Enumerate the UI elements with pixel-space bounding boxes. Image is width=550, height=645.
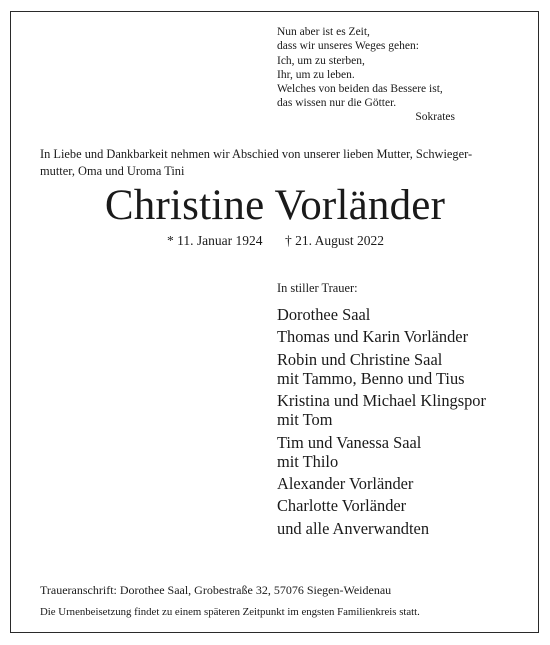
intro-text bbox=[40, 146, 520, 180]
mourner-name: Alexander Vorländer bbox=[277, 474, 414, 494]
mourner-addition: mit Tammo, Benno und Tius bbox=[277, 368, 465, 388]
poem-line: Nun aber ist es Zeit, bbox=[277, 26, 370, 38]
mourner-entry bbox=[277, 519, 537, 538]
poem bbox=[277, 25, 457, 111]
mourner-name: und alle Anverwandten bbox=[277, 518, 430, 538]
mourner-entry bbox=[277, 433, 537, 471]
poem-line: das wissen nur die Götter. bbox=[277, 97, 397, 110]
mourner-addition: mit Tom bbox=[277, 410, 333, 430]
mourner-name: Dorothee Saal bbox=[277, 305, 371, 324]
mourner-name: Robin und Christine Saal bbox=[277, 349, 443, 369]
poem-line: Ihr, um zu leben. bbox=[277, 68, 355, 81]
poem-line: dass wir unseres Weges gehen: bbox=[277, 40, 419, 53]
poem-line: Welches von beiden das Bessere ist, bbox=[277, 83, 443, 96]
intro-line: In Liebe und Dankbarkeit nehmen wir Abschied von unserer lieben Mutter, Schwieger- bbox=[40, 147, 473, 161]
burial-note: Die Urnenbeisetzung findet zu einem späteren Zeitpunkt im engsten Familienkreis statt. bbox=[40, 606, 420, 618]
mourner-entry bbox=[277, 327, 537, 346]
birth-date: * 11. Januar 1924 bbox=[167, 233, 263, 248]
poem-author: Sokrates bbox=[415, 111, 455, 123]
mourner-entry bbox=[277, 305, 537, 324]
mourner-entry bbox=[277, 391, 537, 429]
mourners-list bbox=[277, 305, 537, 541]
mourner-entry bbox=[277, 496, 537, 515]
mourner-entry bbox=[277, 474, 537, 493]
mourner-name: Kristina und Michael Klingspor bbox=[277, 391, 486, 411]
mourner-name: Tim und Vanessa Saal bbox=[277, 432, 422, 452]
mourning-label: In stiller Trauer: bbox=[277, 281, 358, 295]
deceased-name: Christine Vorländer bbox=[104, 182, 446, 229]
mourner-entry bbox=[277, 350, 537, 388]
death-date: † 21. August 2022 bbox=[285, 233, 385, 248]
mourner-name: Thomas und Karin Vorländer bbox=[277, 327, 469, 347]
mourning-address: Traueranschrift: Dorothee Saal, Grobestraße 32, 57076 Siegen-Weidenau bbox=[40, 583, 392, 597]
mourner-addition: mit Thilo bbox=[277, 451, 339, 471]
intro-line: mutter, Oma und Uroma Tini bbox=[40, 164, 185, 178]
poem-line: Ich, um zu sterben, bbox=[277, 54, 365, 67]
mourner-name: Charlotte Vorländer bbox=[277, 496, 407, 516]
